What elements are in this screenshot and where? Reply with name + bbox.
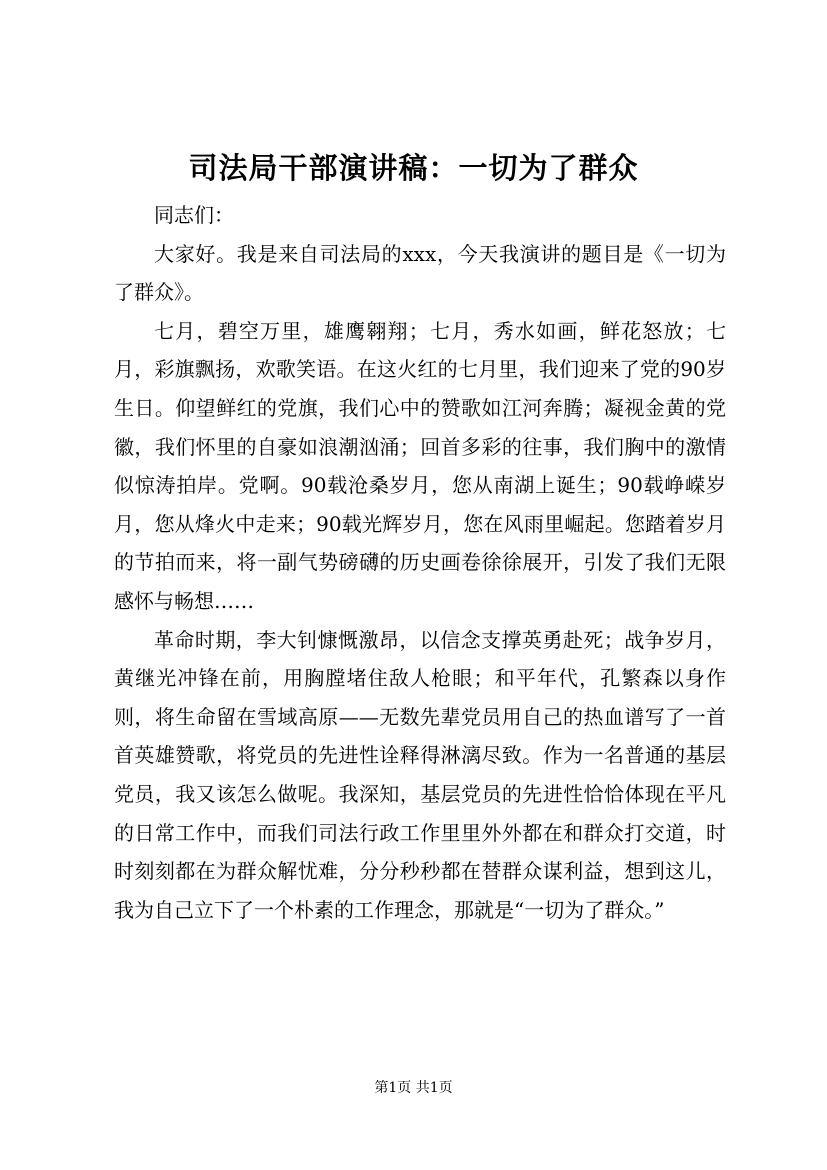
document-body [114, 196, 726, 929]
paragraph-salutation: 同志们： [154, 203, 234, 227]
paragraph-july: 七月，碧空万里，雄鹰翱翔；七月，秀水如画，鲜花怒放；七月，彩旗飘扬，欢歌笑语。在这火红的七月里，我们迎来了党的90岁生日。仰望鲜红的党旗，我们心中的赞歌如江河奔腾；凝视金黄的党徽，我们怀里的自豪如浪潮汹涌；回首多彩的往事，我们胸中的激情似惊涛拍岸。党啊。90载沧桑岁月，您从南湖上诞生；90载峥嵘岁月，您从烽火中走来；90载光辉岁月，您在风雨里崛起。您踏着岁月的节拍而来，将一副气势磅礴的历史画卷徐徐展开，引发了我们无限感怀与畅想…… [114, 318, 726, 613]
paragraph-revolution: 革命时期，李大钊慷慨激昂，以信念支撑英勇赴死；战争岁月，黄继光冲锋在前，用胸膛堵住敌人枪眼；和平年代，孔繁森以身作则，将生命留在雪域高原——无数先辈党员用自己的热血谱写了一首首英雄赞歌，将党员的先进性诠释得淋漓尽致。作为一名普通的基层党员，我又该怎么做呢。我深知，基层党员的先进性恰恰体现在平凡的日常工作中，而我们司法行政工作里里外外都在和群众打交道，时时刻刻都在为群众解忧难，分分秒秒都在替群众谋利益，想到这儿，我为自己立下了一个朴素的工作理念，那就是“一切为了群众。” [114, 627, 726, 922]
paragraph-greeting: 大家好。我是来自司法局的xxx，今天我演讲的题目是《一切为了群众》。 [114, 241, 726, 305]
document-title: 司法局干部演讲稿：一切为了群众 [188, 151, 639, 185]
page-footer: 第1页 共1页 [374, 1080, 453, 1096]
